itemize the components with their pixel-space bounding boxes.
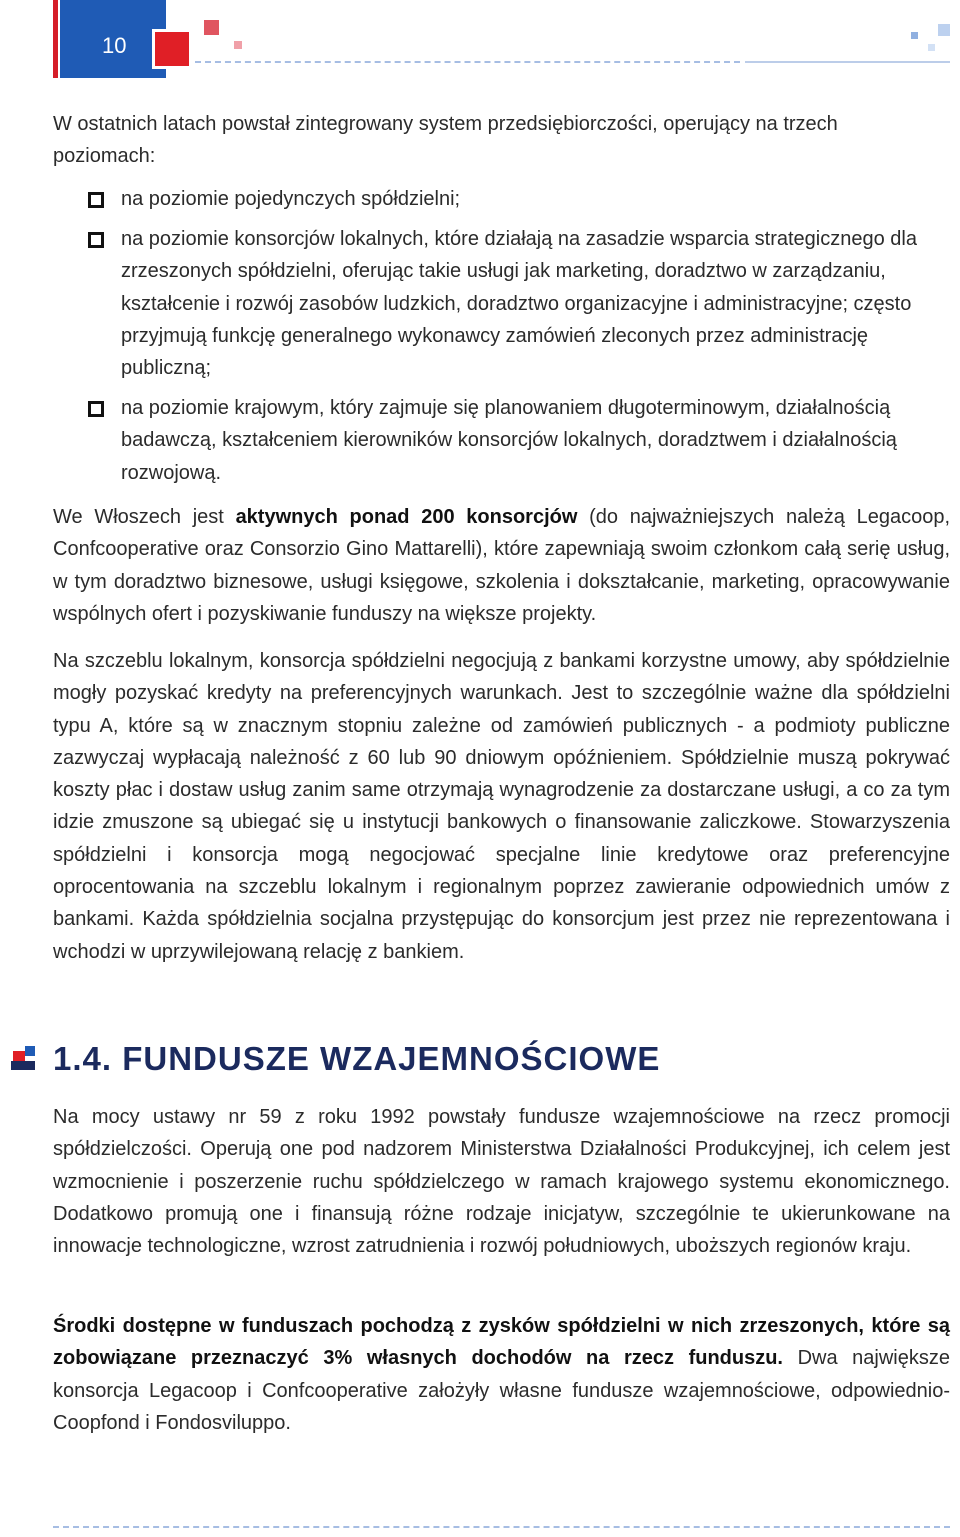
section-marker-icon <box>25 1046 35 1056</box>
list-item <box>88 183 950 215</box>
decor-square-blue <box>938 24 950 36</box>
bold-text: aktywnych ponad 200 konsorcjów <box>235 506 578 528</box>
section-title: 1.4. FUNDUSZE WZAJEMNOŚCIOWE <box>53 1040 661 1077</box>
list-item <box>88 392 950 489</box>
list-item-text: na poziomie konsorcjów lokalnych, które działają na zasadzie wsparcia strategicznego dla zrzeszonych spółdzielni, oferując takie usługi jak marketing, doradztwo w zarządzaniu, kształcenie i rozwój zasobów ludzkich, doradztwo organizacyjne i administracyjne; często przyjmują funkcję generalnego wykonawcy zamówień zleconych przez administrację publiczną; <box>121 227 917 380</box>
bold-text: Środki dostępne w funduszach pochodzą z zysków spółdzielni w nich zrzeszonych, które są zobowiązane przeznaczyć 3% własnych dochodów na rzecz funduszu. <box>53 1315 950 1370</box>
page-number: 10 <box>102 33 127 58</box>
mutual-funds-paragraph: Na mocy ustawy nr 59 z roku 1992 powstały fundusze wzajemnościowe na rzecz promocji spółdzielczości. Operują one pod nadzorem Ministerstwa Działalności Produkcyjnej, ich celem jest wzmocnienie i poszerzenie ruchu spółdzielczego w ramach krajowego systemu ekonomicznego. Dodatkowo promują one i finansują różne rodzaje inicjatyw, szczególnie te ukierunkowane na innowacje technologiczne, wzrost zatrudnienia i rozwój południowych, uboższych regionów kraju. <box>53 1106 950 1258</box>
levels-list <box>88 183 950 497</box>
funds-sources-paragraph <box>53 1310 950 1439</box>
footer-dashed-rule <box>53 1526 950 1528</box>
square-bullet-icon <box>88 232 104 248</box>
header-solid-rule <box>745 61 950 63</box>
decor-square-blue <box>928 44 935 51</box>
decor-square-tiny <box>234 41 242 49</box>
text-run: Dwa największe konsorcja Legacoop i Confcooperative założyły własne fundusze wzajemnościowe, odpowiednio- Coopfond i Fondosviluppo. <box>53 1347 951 1434</box>
list-item-text: na poziomie krajowym, który zajmuje się planowaniem długoterminowym, działalnością badawczą, kształceniem kierowników konsorcjów lokalnych, doradztwem i działalnością rozwojową. <box>121 397 897 484</box>
text-run: (do najważniejszych należą Legacoop, Confcooperative oraz Consorzio Gino Mattarelli), które zapewniają swoim członkom całą serię usług, w tym doradztwo biznesowe, usługi księgowe, szkolenia i dokształcanie, marketing, opracowywanie wspólnych ofert i pozyskiwanie funduszy na większe projekty. <box>53 506 950 625</box>
intro-paragraph: W ostatnich latach powstał zintegrowany system przedsiębiorczości, operujący na trzech poziomach: <box>53 113 838 168</box>
header-dashed-rule <box>195 61 740 63</box>
square-bullet-icon <box>88 192 104 208</box>
decor-square-blue <box>911 32 918 39</box>
consortia-paragraph <box>53 501 950 630</box>
decor-square-small <box>204 20 219 35</box>
decor-square-large <box>152 29 192 69</box>
square-bullet-icon <box>88 401 104 417</box>
header-red-bar <box>53 0 58 78</box>
text-run: We Włoszech jest <box>53 506 236 528</box>
banking-paragraph: Na szczeblu lokalnym, konsorcja spółdzielni negocjują z bankami korzystne umowy, aby spółdzielnie mogły pozyskać kredyty na preferencyjnych warunkach. Jest to szczególnie ważne dla spółdzielni typu A, które są w znacznym stopniu zależne od zamówień publicznych - a podmioty publiczne zazwyczaj wypłacają należność z 60 lub 90 dniowym opóźnieniem. Spółdzielnie muszą pokrywać koszty płac i dostaw usług zanim same otrzymają wynagrodzenie za dostarczane usługi, a co za tym idzie zmuszone są ubiegać się u instytucji bankowych o finansowanie zaliczkowe. Stowarzyszenia spółdzielni i konsorcja mogą negocjować specjalne linie kredytowe oraz preferencyjne oprocentowania na szczeblu lokalnym i regionalnym poprzez zawieranie odpowiednich umów z bankami. Każda spółdzielnia socjalna przystępując do konsorcjum jest przez nie reprezentowana i wchodzi w uprzywilejowaną relację z bankiem. <box>53 650 950 963</box>
section-marker-icon <box>11 1061 35 1070</box>
list-item <box>88 223 950 384</box>
list-item-text: na poziomie pojedynczych spółdzielni; <box>121 188 461 210</box>
